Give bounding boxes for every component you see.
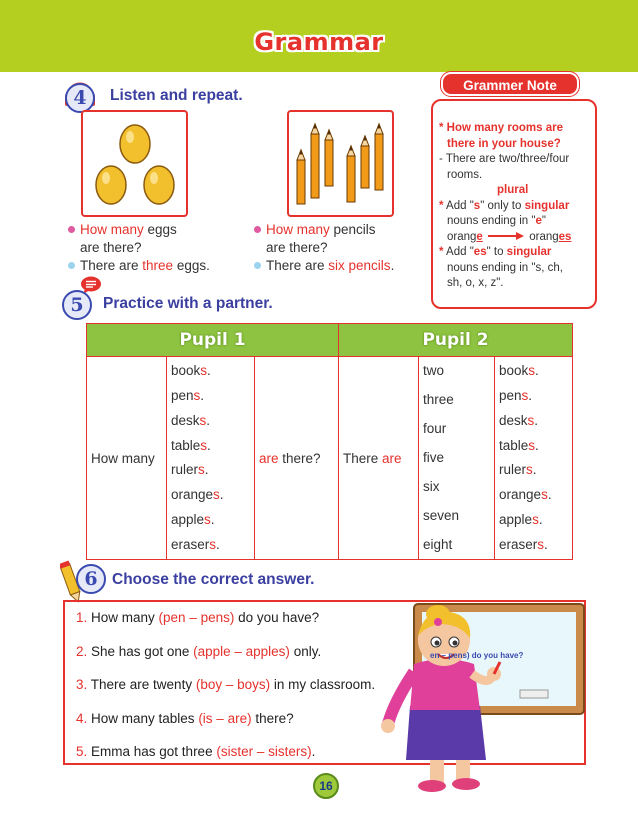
- pencils-question: How many pencils: [254, 222, 376, 237]
- noun-item: oranges.: [499, 487, 552, 503]
- noun-item: erasers.: [499, 536, 548, 552]
- rule-1-example: orange oranges: [447, 230, 572, 243]
- there-are-cell: There are: [339, 357, 419, 560]
- number-item: eight: [423, 537, 453, 552]
- number-item: five: [423, 450, 445, 465]
- pupil-1-header: Pupil 1: [87, 324, 339, 357]
- answer-item: 4. How many tables (is – are) there?: [76, 710, 294, 726]
- numbers-cell: [419, 357, 495, 560]
- noun-item: desks.: [499, 412, 539, 428]
- grammar-note-box: * How many rooms are there in your house? - There are two/three/four rooms. plural * Add "s" only to singular nouns ending in "e" orange oranges * Add "es" to singular nouns ending in "s, ch, sh, o, x, z".: [431, 99, 597, 309]
- section-5-number: 5: [62, 290, 92, 320]
- section-6-title: Choose the correct answer.: [112, 571, 315, 588]
- noun-item: rulers.: [171, 462, 209, 478]
- answer-choice[interactable]: (is – are): [198, 710, 252, 726]
- page-title: Grammar: [254, 28, 384, 56]
- number-item: two: [423, 363, 445, 378]
- pupil-2-header: Pupil 2: [339, 324, 573, 357]
- section-6-number: 6: [76, 564, 106, 594]
- pink-bullet-icon: [68, 226, 75, 233]
- eggs-question: How many eggs: [68, 222, 177, 237]
- answer-item: 3. There are twenty (boy – boys) in my classroom.: [76, 677, 376, 692]
- noun-item: books.: [499, 363, 539, 378]
- nouns-cell-right: [495, 357, 573, 560]
- arrow-right-icon: [486, 231, 526, 241]
- number-item: six: [423, 479, 440, 494]
- grammar-note-title: Grammer Note: [441, 72, 579, 96]
- eggs-icon: [83, 112, 186, 215]
- blue-bullet-icon: [68, 262, 75, 269]
- noun-item: desks.: [171, 412, 211, 428]
- eggs-question-line2: are there?: [80, 240, 142, 255]
- number-item: four: [423, 421, 447, 436]
- nouns-cell-left: [167, 357, 255, 560]
- answer-item: 2. She has got one (apple – apples) only.: [76, 643, 322, 659]
- rule-2: * Add "es" to singular: [439, 246, 552, 258]
- noun-item: books.: [171, 363, 211, 378]
- answer-choice[interactable]: (apple – apples): [193, 643, 290, 659]
- pencils-question-line2: are there?: [266, 240, 328, 255]
- answer-item: 5. Emma has got three (sister – sisters).: [76, 744, 316, 759]
- section-4-number: 4: [65, 83, 95, 113]
- eggs-answer: There are three eggs.: [68, 258, 210, 273]
- pink-bullet-icon: [254, 226, 261, 233]
- answer-choice[interactable]: (pen – pens): [158, 610, 235, 625]
- rule-1: * Add "s" only to singular: [439, 199, 570, 212]
- number-item: seven: [423, 508, 460, 523]
- noun-item: apples.: [171, 512, 215, 528]
- section-4-title: Listen and repeat.: [110, 87, 243, 104]
- noun-item: tables.: [171, 437, 211, 453]
- are-there-cell: are there?: [255, 357, 339, 560]
- page-number: 16: [313, 773, 339, 799]
- board-text: en – pens) do you have?: [430, 651, 524, 660]
- girl-at-board-illustration: [380, 602, 586, 798]
- how-many-cell: How many: [87, 357, 167, 560]
- answer-choice[interactable]: (sister – sisters): [216, 744, 312, 759]
- blue-bullet-icon: [254, 262, 261, 269]
- noun-item: erasers.: [171, 536, 220, 552]
- practice-table: [86, 323, 573, 560]
- eggs-image: [81, 110, 188, 217]
- answer-choice[interactable]: (boy – boys): [195, 677, 271, 692]
- noun-item: rulers.: [499, 462, 537, 478]
- pencils-icon: [289, 112, 392, 215]
- noun-item: tables.: [499, 437, 539, 453]
- noun-item: apples.: [499, 512, 543, 528]
- noun-item: pens.: [499, 387, 533, 403]
- number-item: three: [423, 392, 454, 407]
- section-5-title: Practice with a partner.: [103, 295, 273, 312]
- pencils-image: [287, 110, 394, 217]
- noun-item: pens.: [171, 387, 205, 403]
- pencils-answer: There are six pencils.: [254, 258, 394, 273]
- answer-item: 1. How many (pen – pens) do you have?: [76, 610, 320, 625]
- noun-item: oranges.: [171, 487, 224, 503]
